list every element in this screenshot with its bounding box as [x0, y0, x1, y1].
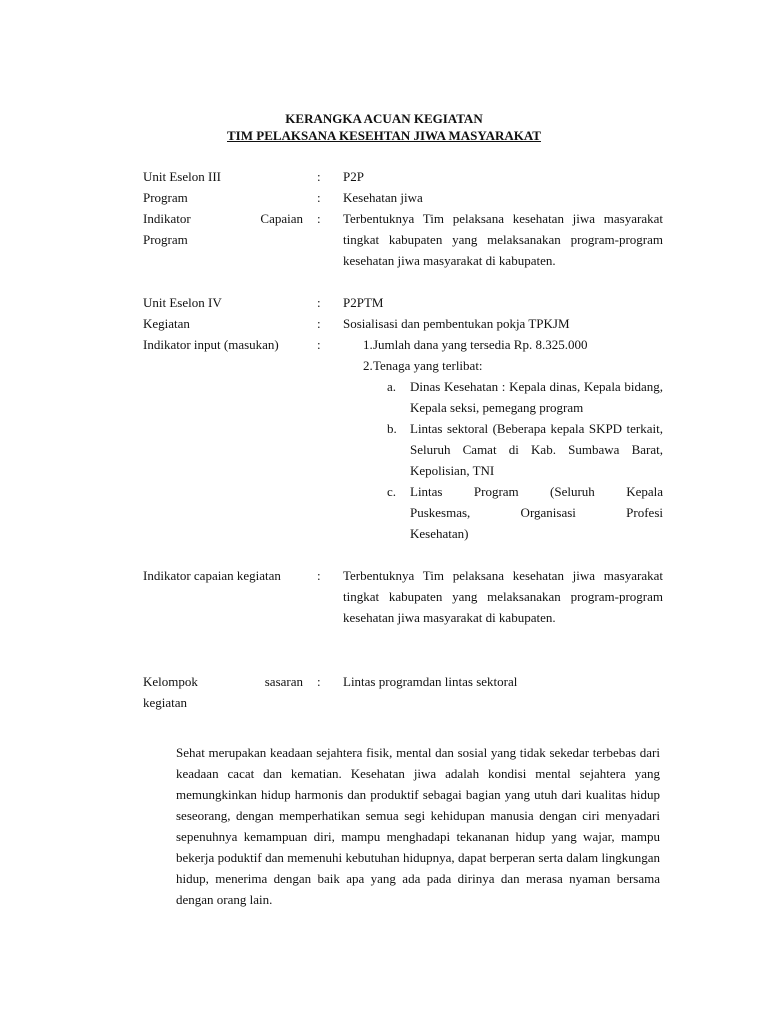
field-label: Indikator capaian kegiatan [143, 568, 281, 583]
field-indikator-input [143, 334, 663, 544]
list-number: 2. [363, 358, 373, 373]
field-colon: : [317, 211, 321, 226]
list-item: Jumlah dana yang tersedia Rp. 8.325.000 [373, 337, 588, 352]
sublist-letter: a. [387, 379, 397, 394]
field-value: P2P [343, 169, 364, 184]
field-label: Unit Eselon III [143, 169, 221, 184]
field-colon: : [317, 337, 321, 352]
field-value: Lintas programdan lintas sektoral [343, 674, 518, 689]
field-colon: : [317, 295, 321, 310]
field-label: Program [143, 190, 188, 205]
field-colon: : [317, 190, 321, 205]
field-label: Kelompok sasaran [143, 674, 303, 689]
input-list [343, 334, 663, 544]
sublist-item: Lintas sektoral (Beberapa kepala SKPD terkait, Seluruh Camat di Kab. Sumbawa Barat, Kepolisian, TNI [410, 421, 663, 478]
field-label-continued: kegiatan [143, 695, 188, 710]
document-title: KERANGKA ACUAN KEGIATAN [285, 111, 483, 126]
field-label: Indikator input (masukan) [143, 337, 279, 352]
field-label-continued: Program [143, 232, 188, 247]
sublist-item: Dinas Kesehatan : Kepala dinas, Kepala bidang, Kepala seksi, pemegang program [410, 379, 663, 415]
body-paragraph: Sehat merupakan keadaan sejahtera fisik, mental dan sosial yang tidak sekedar terbebas dari keadaan cacat dan kematian. Kesehatan jiwa adalah kondisi mental sejahtera yang memungkinkan hidup harmonis dan produktif sebagai bagian yang utuh dari kualitas hidup seseorang, dengan memperhatikan semua segi kehidupan manusia dengan ciri menyadari sepenuhnya kemampuan diri, mampu menghadapi tekananan hidup yang wajar, mampu bekerja poduktif dan memenuhi kebutuhan hidupnya, dapat berperan serta dalam lingkungan hidup, menerima dengan baik apa yang ada pada dirinya dan merasa nyaman bersama dengan orang lain. [176, 745, 660, 907]
field-value: Kesehatan jiwa [343, 190, 423, 205]
sublist-letter: c. [387, 484, 397, 499]
field-value: Terbentuknya Tim pelaksana kesehatan jiwa masyarakat tingkat kabupaten yang melaksanakan program-program kesehatan jiwa masyarakat di kabupaten. [343, 568, 663, 625]
list-item: Tenaga yang terlibat: [373, 358, 483, 373]
sublist-letter: b. [387, 421, 397, 436]
field-label: Unit Eselon IV [143, 295, 222, 310]
field-colon: : [317, 674, 321, 689]
field-value: Sosialisasi dan pembentukan pokja TPKJM [343, 316, 570, 331]
field-value: P2PTM [343, 295, 384, 310]
document-subtitle: TIM PELAKSANA KESEHTAN JIWA MASYARAKAT [227, 128, 541, 143]
field-colon: : [317, 169, 321, 184]
field-value: Terbentuknya Tim pelaksana kesehatan jiwa masyarakat tingkat kabupaten yang melaksanakan program-program kesehatan jiwa masyarakat di kabupaten. [343, 211, 663, 268]
field-colon: : [317, 316, 321, 331]
field-label: Kegiatan [143, 316, 190, 331]
field-colon: : [317, 568, 321, 583]
list-number: 1. [363, 337, 373, 352]
field-label: Indikator Capaian [143, 211, 303, 226]
sublist-item: Lintas Program (Seluruh Kepala Puskesmas, Organisasi Profesi Kesehatan) [410, 484, 663, 541]
